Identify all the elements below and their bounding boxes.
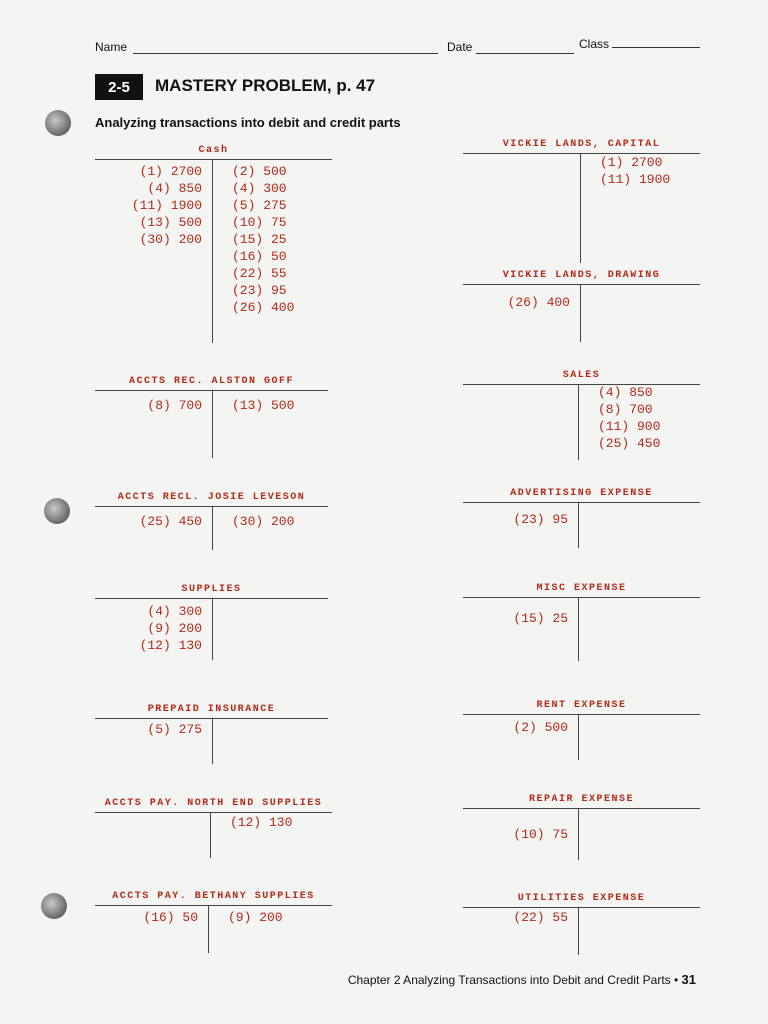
account-horizontal-rule — [95, 159, 332, 160]
page-footer — [348, 972, 696, 987]
debit-column — [132, 163, 202, 248]
debit-column — [508, 294, 570, 311]
account-vertical-rule — [212, 718, 213, 764]
debit-column — [147, 721, 202, 738]
debit-entry: (2) 500 — [513, 720, 568, 735]
name-line — [133, 53, 438, 54]
page-number: 31 — [681, 972, 696, 987]
credit-entry: (15) 25 — [232, 232, 287, 247]
credit-entry: (11) 900 — [598, 419, 661, 434]
t-account-ar-josie-leveson — [95, 478, 328, 553]
credit-column — [600, 154, 670, 188]
problem-number-badge: 2-5 — [95, 74, 143, 100]
account-horizontal-rule — [463, 808, 700, 809]
account-title: SALES — [562, 370, 601, 381]
account-horizontal-rule — [463, 284, 700, 285]
debit-column — [513, 511, 568, 528]
account-vertical-rule — [578, 502, 579, 548]
t-account-vickie-lands-capital — [463, 139, 700, 268]
credit-entry: (30) 200 — [232, 514, 295, 529]
account-title: ACCTS PAY. BETHANY SUPPLIES — [112, 891, 315, 902]
account-vertical-rule — [208, 905, 209, 953]
binder-hole-icon — [41, 893, 67, 919]
t-account-utilities-expense — [463, 885, 700, 955]
debit-entry: (15) 25 — [513, 611, 568, 626]
t-account-rent-expense — [463, 701, 700, 766]
account-vertical-rule — [578, 714, 579, 760]
date-label: Date — [447, 40, 473, 54]
credit-entry: (11) 1900 — [600, 172, 671, 187]
debit-column — [147, 397, 202, 414]
debit-column — [513, 826, 568, 843]
credit-entry: (16) 50 — [232, 249, 287, 264]
credit-entry: (13) 500 — [232, 398, 295, 413]
account-vertical-rule — [212, 390, 213, 458]
page-title: MASTERY PROBLEM, p. 47 — [155, 76, 376, 95]
debit-column — [513, 610, 568, 627]
credit-entry: (10) 75 — [232, 215, 287, 230]
account-vertical-rule — [212, 159, 213, 343]
account-vertical-rule — [578, 808, 579, 860]
debit-entry: (25) 450 — [139, 514, 202, 529]
debit-entry: (26) 400 — [507, 295, 570, 310]
account-title: REPAIR EXPENSE — [528, 794, 634, 805]
t-account-ap-bethany-supplies — [95, 885, 332, 955]
date-line — [476, 53, 574, 54]
account-title: ADVERTISING EXPENSE — [510, 488, 653, 499]
account-title: PREPAID INSURANCE — [147, 704, 276, 715]
account-vertical-rule — [580, 284, 581, 342]
credit-entry: (26) 400 — [232, 300, 295, 315]
account-vertical-rule — [210, 812, 211, 858]
account-title: SUPPLIES — [181, 584, 242, 595]
credit-entry: (9) 200 — [228, 910, 283, 925]
debit-entry: (30) 200 — [139, 232, 202, 247]
account-horizontal-rule — [463, 384, 700, 385]
t-account-vickie-lands-drawing — [463, 256, 700, 336]
debit-entry: (4) 850 — [147, 181, 202, 196]
binder-hole-icon — [45, 110, 71, 136]
account-title: ACCTS REC. ALSTON GOFF — [128, 376, 295, 387]
account-vertical-rule — [578, 907, 579, 955]
t-account-prepaid-insurance — [95, 701, 328, 766]
name-label: Name — [95, 40, 128, 54]
page-subtitle: Analyzing transactions into debit and credit parts — [95, 115, 401, 130]
credit-column — [232, 397, 294, 414]
credit-column — [232, 513, 294, 530]
account-horizontal-rule — [95, 812, 332, 813]
debit-entry: (16) 50 — [143, 910, 198, 925]
account-vertical-rule — [580, 153, 581, 263]
credit-entry: (23) 95 — [232, 283, 287, 298]
account-title: ACCTS RECL. JOSIE LEVESON — [117, 492, 306, 503]
class-label: Class — [579, 37, 610, 51]
account-horizontal-rule — [463, 502, 700, 503]
account-horizontal-rule — [463, 714, 700, 715]
debit-entry: (4) 300 — [147, 604, 202, 619]
t-account-cash — [95, 143, 332, 343]
debit-entry: (23) 95 — [513, 512, 568, 527]
debit-entry: (1) 2700 — [139, 164, 202, 179]
credit-column — [598, 384, 660, 452]
credit-entry: (8) 700 — [598, 402, 653, 417]
credit-entry: (22) 55 — [232, 266, 287, 281]
account-title: Cash — [198, 145, 229, 156]
credit-column — [230, 814, 292, 831]
debit-column — [513, 909, 568, 926]
credit-entry: (4) 300 — [232, 181, 287, 196]
account-vertical-rule — [578, 597, 579, 661]
debit-entry: (10) 75 — [513, 827, 568, 842]
debit-entry: (13) 500 — [139, 215, 202, 230]
t-account-supplies — [95, 576, 328, 661]
credit-entry: (12) 130 — [230, 815, 293, 830]
account-vertical-rule — [212, 506, 213, 550]
t-account-sales — [463, 363, 700, 458]
account-title: MISC EXPENSE — [536, 583, 627, 594]
credit-entry: (5) 275 — [232, 198, 287, 213]
debit-column — [143, 909, 198, 926]
t-account-ap-north-end-supplies — [95, 788, 332, 860]
account-horizontal-rule — [463, 597, 700, 598]
debit-entry: (11) 1900 — [131, 198, 202, 213]
account-title: RENT EXPENSE — [536, 700, 627, 711]
account-title: UTILITIES EXPENSE — [517, 893, 646, 904]
credit-entry: (4) 850 — [598, 385, 653, 400]
credit-column — [232, 163, 294, 316]
footer-chapter-text: Chapter 2 Analyzing Transactions into Debit and Credit Parts • — [347, 973, 679, 987]
account-horizontal-rule — [463, 907, 700, 908]
t-account-advertising-expense — [463, 478, 700, 556]
credit-entry: (1) 2700 — [600, 155, 663, 170]
class-line — [612, 47, 700, 48]
debit-column — [140, 513, 202, 530]
debit-entry: (12) 130 — [139, 638, 202, 653]
t-account-ar-alston-goff — [95, 371, 328, 461]
credit-entry: (25) 450 — [598, 436, 661, 451]
account-vertical-rule — [212, 598, 213, 660]
debit-column — [513, 719, 568, 736]
account-title: VICKIE LANDS, CAPITAL — [502, 139, 661, 150]
binder-hole-icon — [44, 498, 70, 524]
t-account-repair-expense — [463, 788, 700, 860]
debit-column — [140, 603, 202, 654]
credit-column — [228, 909, 283, 926]
account-title: ACCTS PAY. NORTH END SUPPLIES — [104, 798, 323, 809]
debit-entry: (22) 55 — [513, 910, 568, 925]
account-horizontal-rule — [95, 905, 332, 906]
credit-entry: (2) 500 — [232, 164, 287, 179]
debit-entry: (9) 200 — [147, 621, 202, 636]
account-vertical-rule — [578, 384, 579, 460]
debit-entry: (5) 275 — [147, 722, 202, 737]
t-account-misc-expense — [463, 578, 700, 663]
debit-entry: (8) 700 — [147, 398, 202, 413]
account-title: VICKIE LANDS, DRAWING — [502, 270, 661, 281]
